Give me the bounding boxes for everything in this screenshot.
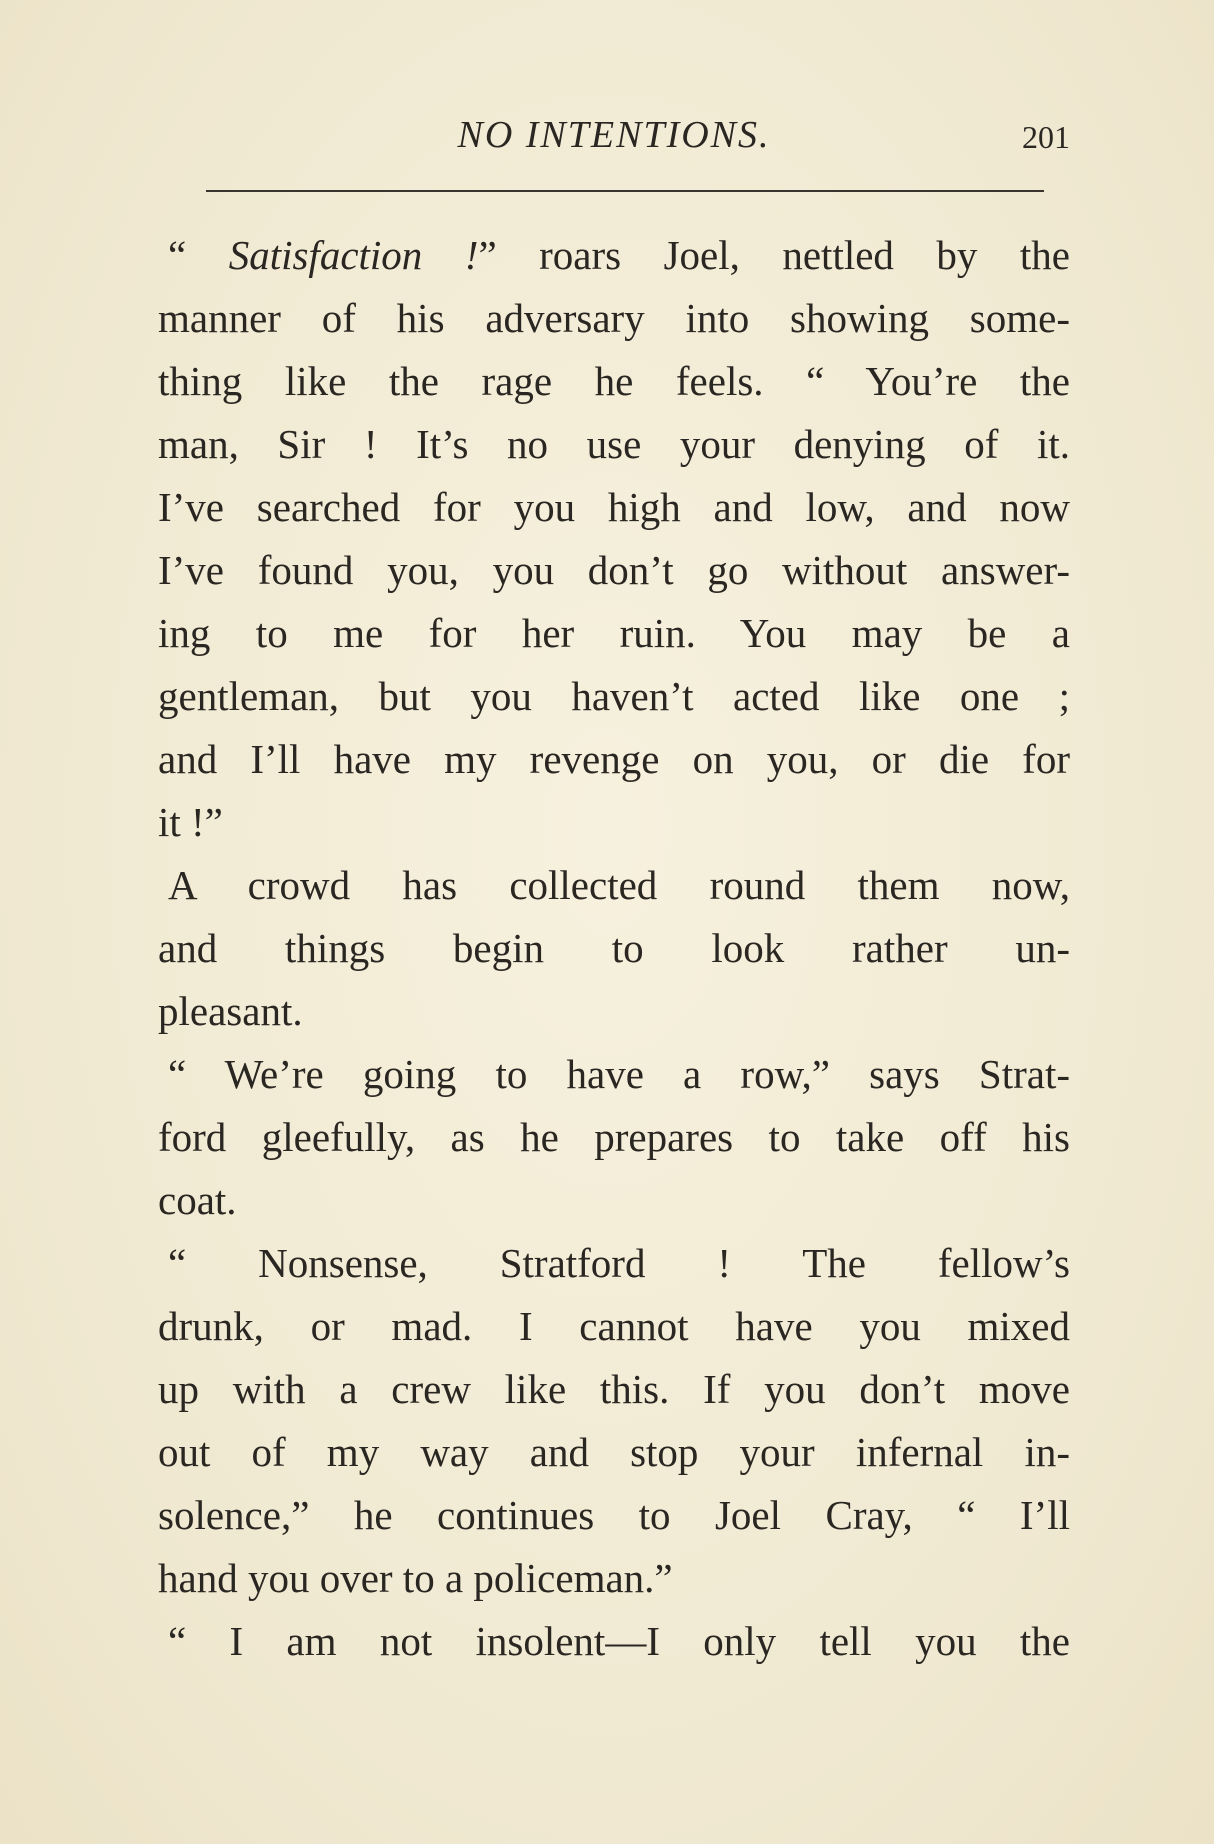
text-line: gentleman, but you haven’t acted like one ; — [158, 673, 1070, 719]
text-line: I’ve found you, you don’t go without answer- — [158, 547, 1070, 593]
text-line: hand you over to a policeman.” — [158, 1555, 673, 1601]
line-rest: ” roars Joel, nettled by the — [478, 232, 1070, 278]
text-line: and I’ll have my revenge on you, or die for — [158, 736, 1070, 782]
text-line: it !” — [158, 799, 223, 845]
text-line: and things begin to look rather un- — [158, 925, 1070, 971]
text-line: coat. — [158, 1177, 237, 1223]
page-header — [158, 112, 1070, 158]
header-rule — [206, 190, 1044, 192]
line-prefix: “ — [168, 232, 229, 278]
text-line: solence,” he continues to Joel Cray, “ I’ll — [158, 1492, 1070, 1538]
running-title: NO INTENTIONS. — [457, 114, 771, 156]
text-line: ford gleefully, as he prepares to take off his — [158, 1114, 1070, 1160]
emphasized-word: Satisfaction ! — [228, 232, 479, 278]
text-line: manner of his adversary into showing some- — [158, 295, 1070, 341]
text-line: up with a crew like this. If you don’t move — [158, 1366, 1070, 1412]
text-line: I’ve searched for you high and low, and now — [158, 484, 1070, 530]
text-line: “ I am not insolent—I only tell you the — [168, 1618, 1070, 1664]
text-line: A crowd has collected round them now, — [168, 862, 1070, 908]
text-line: thing like the rage he feels. “ You’re the — [158, 358, 1070, 404]
text-line — [158, 224, 1070, 287]
text-line: man, Sir ! It’s no use your denying of it. — [158, 421, 1070, 467]
text-line: pleasant. — [158, 988, 303, 1034]
text-line: drunk, or mad. I cannot have you mixed — [158, 1303, 1070, 1349]
text-line: out of my way and stop your infernal in- — [158, 1429, 1070, 1475]
text-line: “ We’re going to have a row,” says Strat- — [168, 1051, 1070, 1097]
text-line: ing to me for her ruin. You may be a — [158, 610, 1070, 656]
text-line: “ Nonsense, Stratford ! The fellow’s — [168, 1240, 1070, 1286]
page-number: 201 — [1022, 119, 1070, 155]
body-text — [158, 224, 1070, 1673]
